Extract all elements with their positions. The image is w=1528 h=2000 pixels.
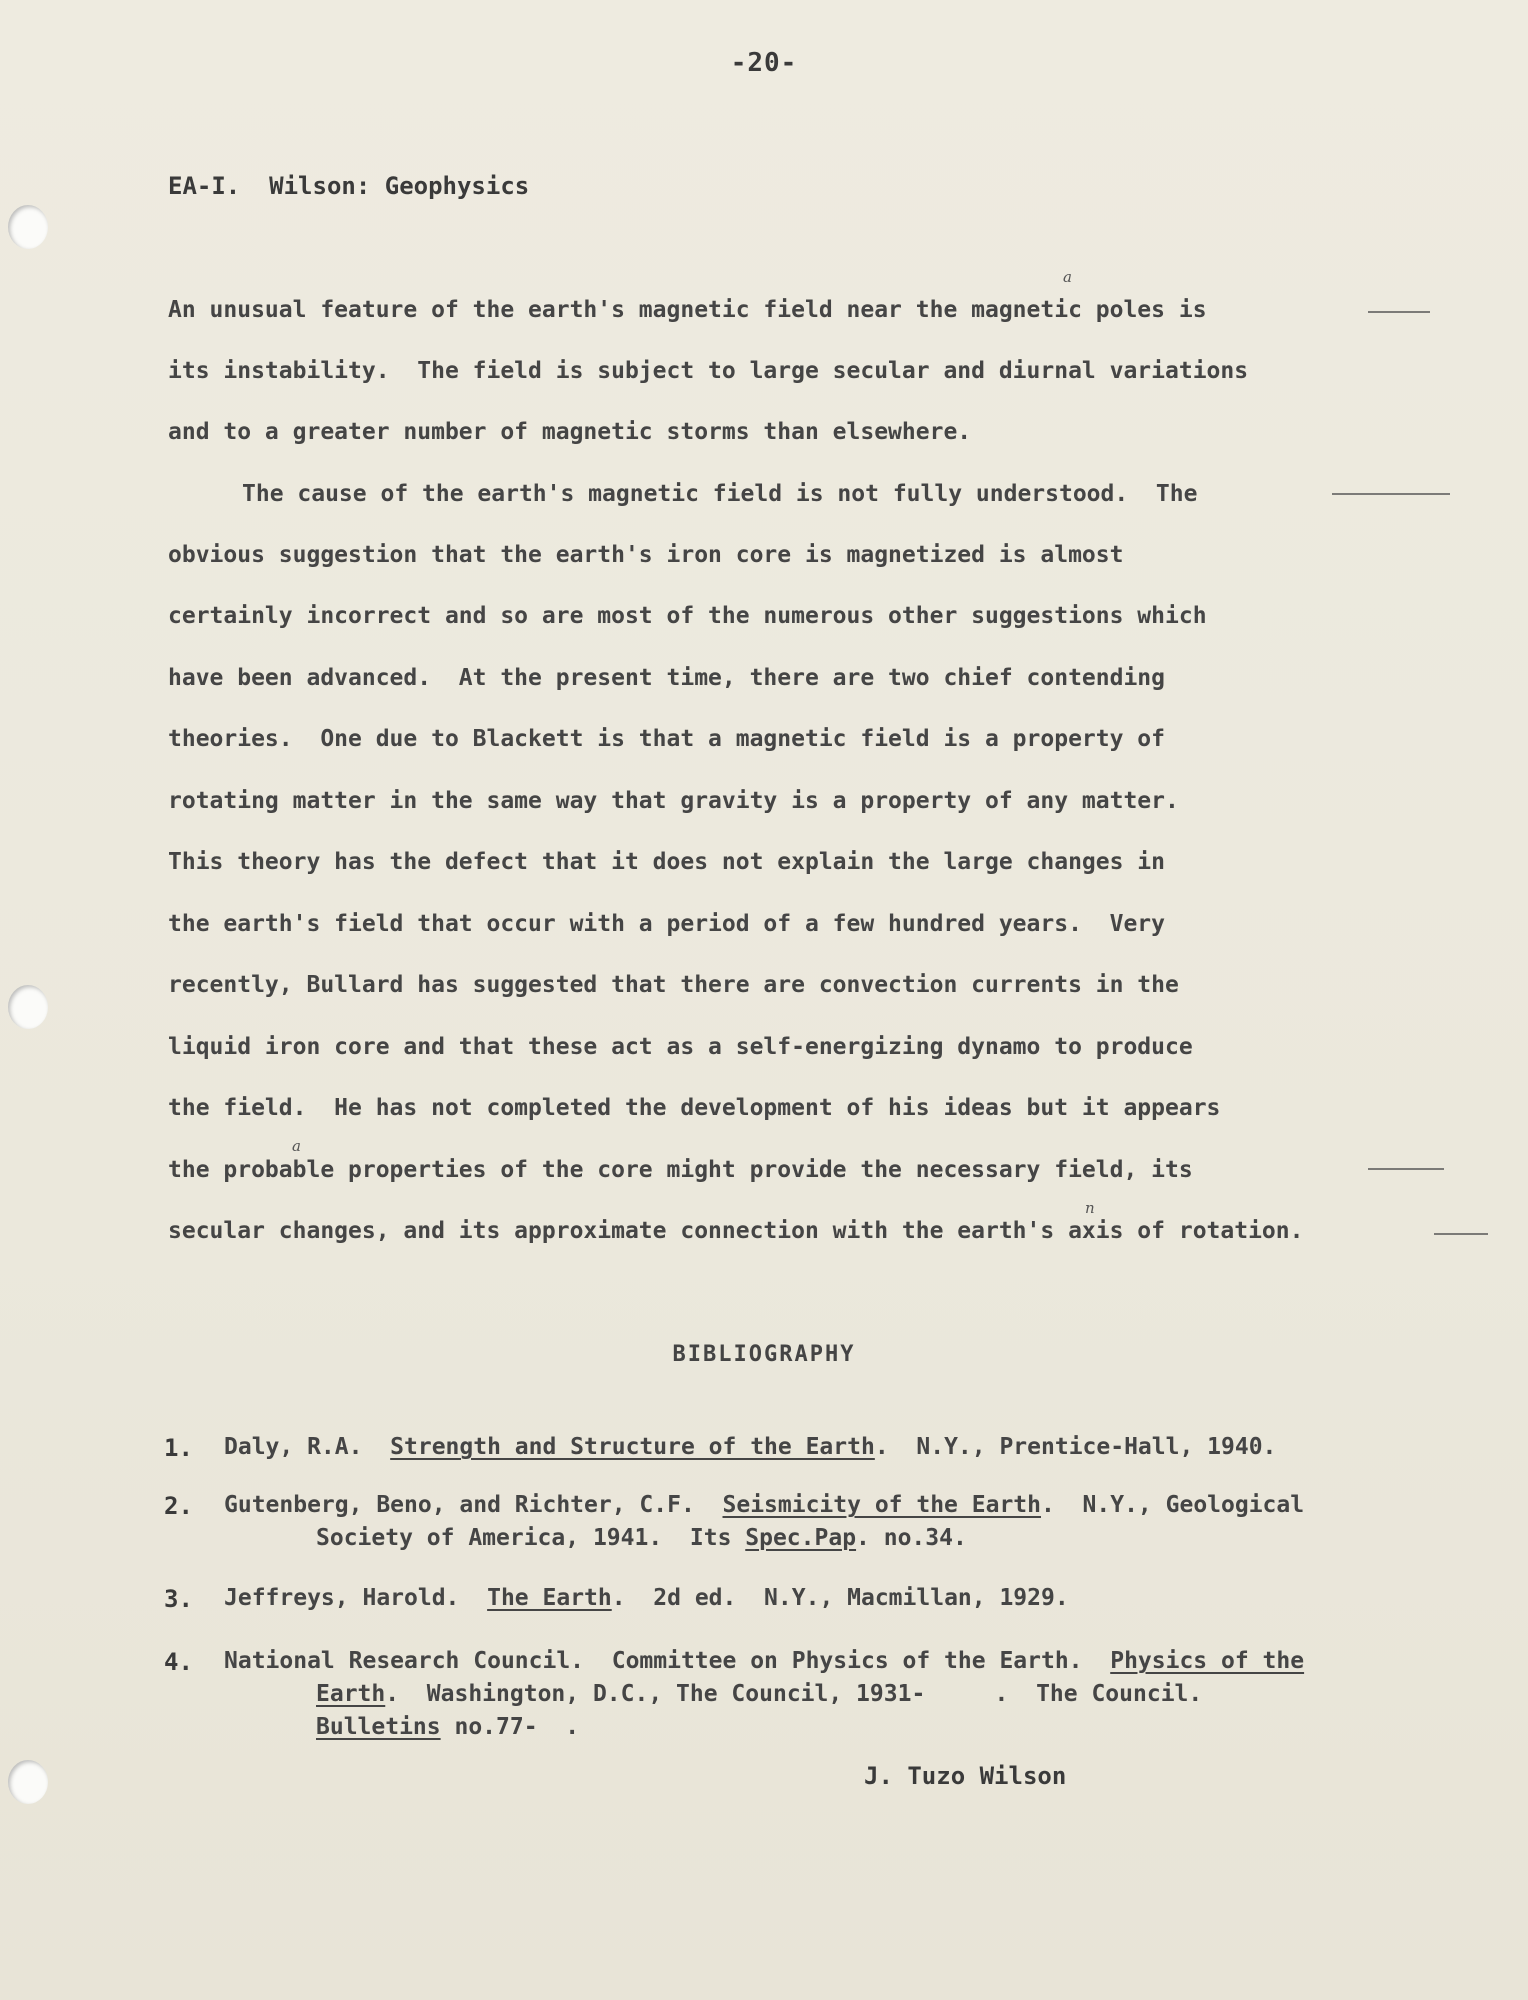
bib-entry-number: 4.	[164, 1648, 193, 1676]
bib-details: Society of America, 1941. Its	[316, 1525, 746, 1551]
bib-entry-4-continued	[316, 1681, 1202, 1707]
paragraph-2-line: theories. One due to Blackett is that a magnetic field is a property of	[168, 726, 1165, 752]
paragraph-2-line: the probable properties of the core might provide the necessary field, its	[168, 1157, 1193, 1183]
bib-details: no.77- .	[440, 1714, 580, 1740]
paragraph-2-line: The cause of the earth's magnetic field is not fully understood. The	[242, 481, 1198, 507]
paragraph-2-line: secular changes, and its approximate connection with the earth's axis of rotation.	[168, 1218, 1304, 1244]
margin-mark	[1434, 1233, 1488, 1235]
bib-details: . Washington, D.C., The Council, 1931- . The Council.	[385, 1681, 1203, 1707]
paragraph-2-line: certainly incorrect and so are most of the numerous other suggestions which	[168, 603, 1207, 629]
section-heading: EA-I. Wilson: Geophysics	[168, 172, 530, 200]
bib-title: Strength and Structure of the Earth	[390, 1434, 875, 1460]
bib-entry-2	[224, 1492, 1304, 1518]
bib-details: . N.Y., Prentice-Hall, 1940.	[874, 1434, 1277, 1460]
paragraph-2-line: This theory has the defect that it does not explain the large changes in	[168, 849, 1165, 875]
paragraph-2-line: rotating matter in the same way that gravity is a property of any matter.	[168, 788, 1179, 814]
bib-entry-1	[224, 1434, 1276, 1460]
paragraph-1-line: and to a greater number of magnetic storms than elsewhere.	[168, 419, 972, 445]
correction-mark: a	[1063, 268, 1072, 286]
paragraph-2-line: have been advanced. At the present time, there are two chief contending	[168, 665, 1165, 691]
bib-author: Daly, R.A.	[224, 1434, 391, 1460]
bib-details: . no.34.	[856, 1525, 967, 1551]
bib-entry-3	[224, 1585, 1069, 1611]
paragraph-2-line: obvious suggestion that the earth's iron core is magnetized is almost	[168, 542, 1124, 568]
correction-mark: n	[1085, 1199, 1095, 1217]
bib-entry-4	[224, 1648, 1304, 1674]
author-signature: J. Tuzo Wilson	[864, 1762, 1067, 1790]
bib-entry-number: 1.	[164, 1434, 193, 1462]
page-number: -20-	[730, 48, 798, 78]
paragraph-2-line: the field. He has not completed the development of his ideas but it appears	[168, 1095, 1221, 1121]
bib-entry-number: 2.	[164, 1492, 193, 1520]
bib-series-title: Bulletins	[316, 1714, 441, 1740]
margin-mark	[1368, 311, 1430, 313]
punch-hole-middle	[8, 985, 48, 1029]
bib-title: Seismicity of the Earth	[722, 1492, 1041, 1518]
punch-hole-top	[8, 205, 48, 249]
bib-author: Jeffreys, Harold.	[224, 1585, 488, 1611]
paragraph-1-line: An unusual feature of the earth's magnetic field near the magnetic poles is	[168, 297, 1207, 323]
bib-title: Physics of the	[1110, 1648, 1305, 1674]
bib-series-title: Spec.Pap	[745, 1525, 857, 1551]
bib-entry-2-continued	[316, 1525, 967, 1551]
bib-details: . 2d ed. N.Y., Macmillan, 1929.	[611, 1585, 1069, 1611]
bib-title: Earth	[316, 1681, 386, 1707]
punch-hole-bottom	[8, 1760, 48, 1804]
bib-details: . N.Y., Geological	[1041, 1492, 1305, 1518]
paragraph-2-line: liquid iron core and that these act as a self-energizing dynamo to produce	[168, 1034, 1193, 1060]
bib-title: The Earth	[487, 1585, 612, 1611]
paragraph-2-line: recently, Bullard has suggested that there are convection currents in the	[168, 972, 1179, 998]
bib-entry-4-continued	[316, 1714, 579, 1740]
margin-mark	[1368, 1168, 1444, 1170]
paragraph-2-line: the earth's field that occur with a period of a few hundred years. Very	[168, 911, 1165, 937]
bibliography-title: BIBLIOGRAPHY	[672, 1342, 856, 1367]
paragraph-1-line: its instability. The field is subject to large secular and diurnal variations	[168, 358, 1249, 384]
bib-author: Gutenberg, Beno, and Richter, C.F.	[224, 1492, 723, 1518]
bib-entry-number: 3.	[164, 1585, 193, 1613]
bib-author: National Research Council. Committee on Physics of the Earth.	[224, 1648, 1111, 1674]
correction-mark: a	[292, 1137, 301, 1155]
margin-mark	[1332, 493, 1450, 495]
